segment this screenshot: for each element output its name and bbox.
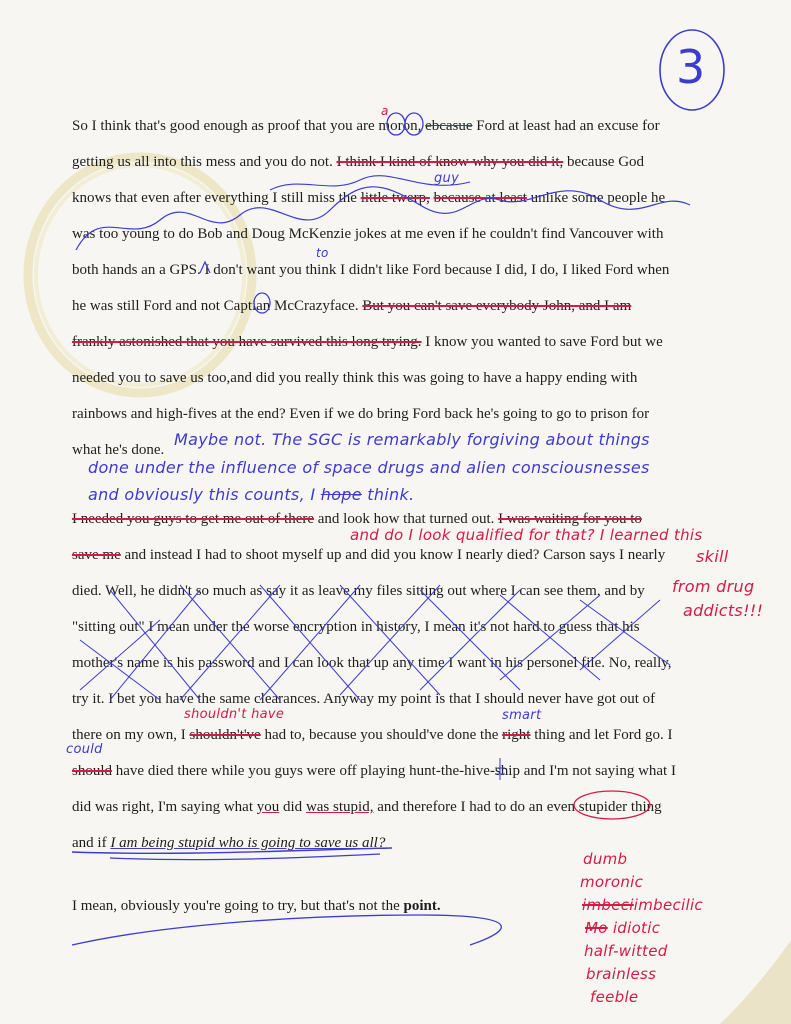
guy-note: guy: [434, 171, 460, 186]
text-line-11: I needed you guys to get me out of there and look how that turned out. I was waiting for you to: [72, 511, 642, 527]
text-line-12: save me and instead I had to shoot myself up and did you know I nearly died? Carson says I nearly: [72, 547, 666, 563]
text-line-5: both hands an a GPS. I don't want you think I didn't like Ford because I did, I do, I liked Ford when: [72, 262, 670, 278]
text-line-4: was too young to do Bob and Doug McKenzie jokes at me even if he couldn't find Vancouver with: [72, 226, 664, 242]
text-line-17: there on my own, I shouldn't've had to, because you should've done the right thing and let Ford go. I: [72, 727, 673, 743]
text-line-10: what he's done.: [72, 442, 165, 458]
synonym-item: feeble: [590, 988, 639, 1006]
page-number: 3: [676, 40, 706, 94]
text-line-1: So I think that's good enough as proof that you are moron, ebcasue Ford at least had an excuse for: [72, 118, 660, 134]
synonym-item: imbeciimbecilic: [582, 896, 703, 914]
text-line-20: and if I am being stupid who is going to save us all?: [72, 835, 386, 851]
text-line-13: died. Well, he didn't so much as say it as leave my files sitting out where I can see them, and by: [72, 583, 645, 599]
text-line-21: I mean, obviously you're going to try, but that's not the point.: [72, 898, 441, 914]
text-line-16: try it. I bet you have the same clearances. Anyway my point is that I should never have got out of: [72, 691, 656, 707]
insert-a-note: a: [381, 104, 389, 118]
synonym-item: brainless: [586, 965, 657, 983]
synonym-item: moronic: [580, 873, 644, 891]
text-line-3: knows that even after everything I still miss the little twerp, because at least unlike some people he: [72, 190, 666, 206]
smart-note: smart: [502, 708, 542, 723]
text-line-18: should have died there while you guys were off playing hunt-the-hive-ship and I'm not saying what I: [72, 763, 676, 779]
red-note-line-2: skill: [696, 547, 729, 566]
red-note-line-3: from drug: [672, 577, 755, 596]
text-line-15: mother's name is his password and I can look that up any time I want in his personel file. No, really,: [72, 655, 672, 671]
red-note-line-4: addicts!!!: [683, 601, 764, 620]
blue-note-line-1: Maybe not. The SGC is remarkably forgiving about things: [174, 430, 650, 449]
blue-note-line-2: done under the influence of space drugs and alien consciousnesses: [88, 458, 650, 477]
could-note: could: [66, 742, 103, 757]
synonym-item: Mo idiotic: [585, 919, 661, 937]
text-line-9: rainbows and high-fives at the end? Even if we do bring Ford back he's going to go to prison for: [72, 406, 650, 422]
blue-note-line-3: and obviously this counts, I hope think.: [88, 485, 415, 504]
synonym-item: half-witted: [584, 942, 668, 960]
text-line-14: "sitting out" I mean under the worse encryption in history, I mean it's not hard to guess that his: [72, 619, 640, 635]
shouldnt-have-note: shouldn't have: [184, 707, 285, 722]
text-line-19: did was right, I'm saying what you did was stupid, and therefore I had to do an even stupider thing: [72, 799, 662, 815]
synonym-item: dumb: [583, 850, 628, 868]
text-line-6: he was still Ford and not Captian McCrazyface. But you can't save everybody John, and I am: [72, 298, 632, 314]
to-note: to: [316, 246, 329, 260]
text-line-8: needed you to save us too,and did you really think this was going to have a happy ending with: [72, 370, 638, 386]
text-line-7: frankly astonished that you have survived this long trying. I know you wanted to save Ford but we: [72, 334, 663, 350]
text-line-2: getting us all into this mess and you do not. I think I kind of know why you did it, because God: [72, 154, 645, 170]
red-note-line-1: and do I look qualified for that? I learned this: [350, 526, 703, 544]
